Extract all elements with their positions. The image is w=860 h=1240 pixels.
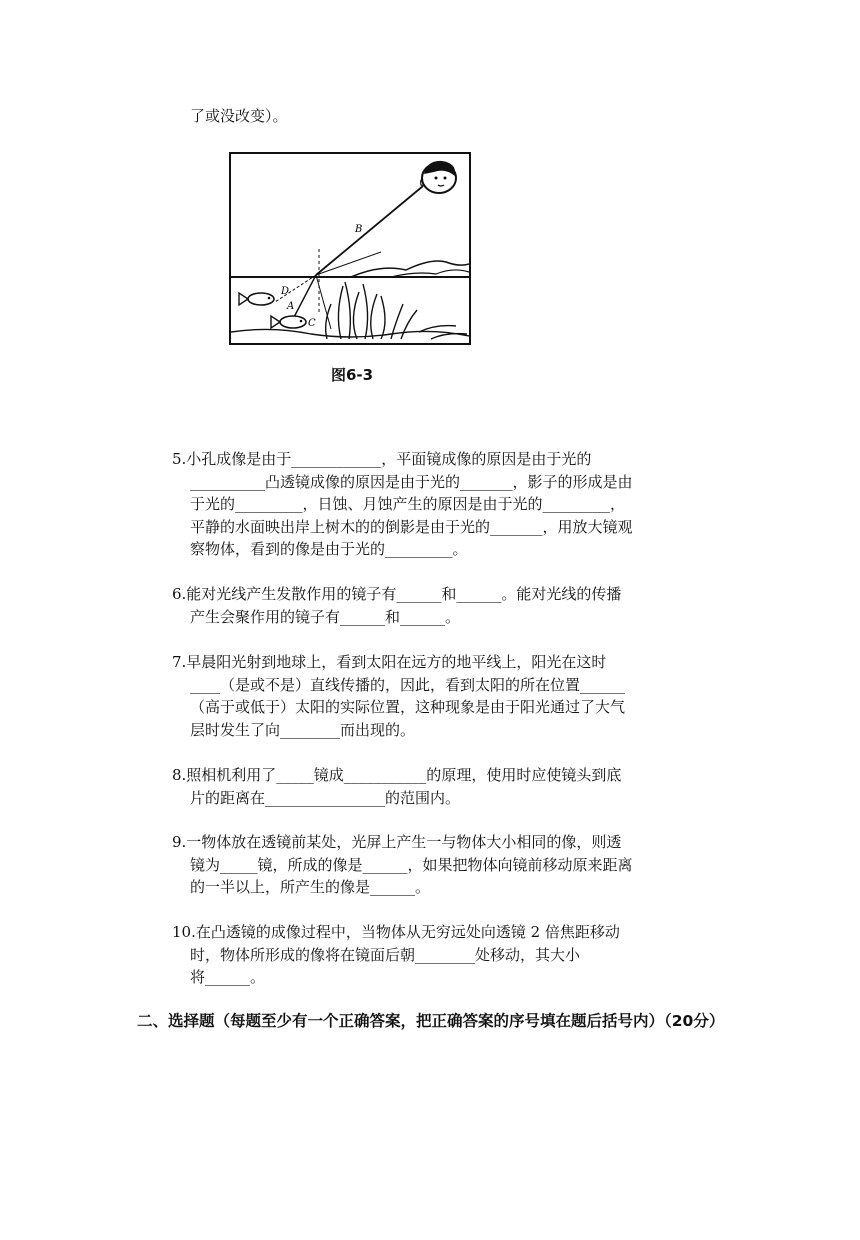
question-line: 10.在凸透镜的成像过程中，当物体从无穷远处向透镜 2 倍焦距移动 [172,923,620,941]
question-line: __________凸透镜成像的原因是由于光的_______，影子的形成是由 [190,472,633,491]
fish-image-icon [239,293,274,305]
question-line: 7.早晨阳光射到地球上，看到太阳在远方的地平线上，阳光在这时 [172,653,607,671]
refraction-illustration [231,154,469,343]
observer-head-icon [421,161,456,193]
label-d: D [281,286,290,297]
question-line: 9.一物体放在透镜前某处，光屏上产生一与物体大小相同的像，则透 [172,833,622,851]
question-line: 平静的水面映出岸上树木的的倒影是由于光的_______，用放大镜观 [190,517,633,536]
question-line: 于光的_________，日蚀、月蚀产生的原因是由于光的_________， [190,495,626,513]
fish-actual-icon [271,316,306,328]
question-line: 察物体，看到的像是由于光的_________。 [190,540,468,558]
question-line: 层时发生了向________而出现的。 [190,720,416,739]
label-b: B [355,224,363,235]
figure-6-3 [229,152,471,345]
question-7 [172,651,732,741]
question-line: （高于或低于）太阳的实际位置，这种现象是由于阳光通过了大气 [190,698,626,716]
question-line: 产生会聚作用的镜子有______和______。 [190,607,461,626]
question-10 [172,921,732,989]
question-line: 的一半以上，所产生的像是______。 [190,878,431,896]
question-line: ____（是或不是）直线传播的，因此，看到太阳的所在位置______ [190,675,626,694]
question-9 [172,831,732,899]
figure-caption: 图6-3 [331,366,374,384]
question-5 [172,448,732,561]
water-plants [326,282,467,339]
question-6 [172,583,732,628]
question-line: 镜为_____镜，所成的像是______，如果把物体向镜前移动原来距离 [190,855,633,874]
question-line: 8.照相机利用了_____镜成___________的原理，使用时应使镜头到底 [172,766,622,784]
question-line: 5.小孔成像是由于____________，平面镜成像的原因是由于光的 [172,450,592,468]
label-a: A [287,301,295,312]
question-line: 将______。 [190,968,266,986]
question-8 [172,764,732,809]
continued-text: 了或没改变）。 [190,107,288,125]
section-heading-multiple-choice: 二、选择题（每题至少有一个正确答案，把正确答案的序号填在题后括号内）（20分） [137,1012,725,1030]
label-c: C [308,318,316,329]
question-line: 6.能对光线产生发散作用的镜子有______和______。能对光线的传播 [172,585,622,603]
question-line: 时，物体所形成的像将在镜面后朝________处移动，其大小 [190,945,581,964]
question-line: 片的距离在________________的范围内。 [190,788,461,807]
